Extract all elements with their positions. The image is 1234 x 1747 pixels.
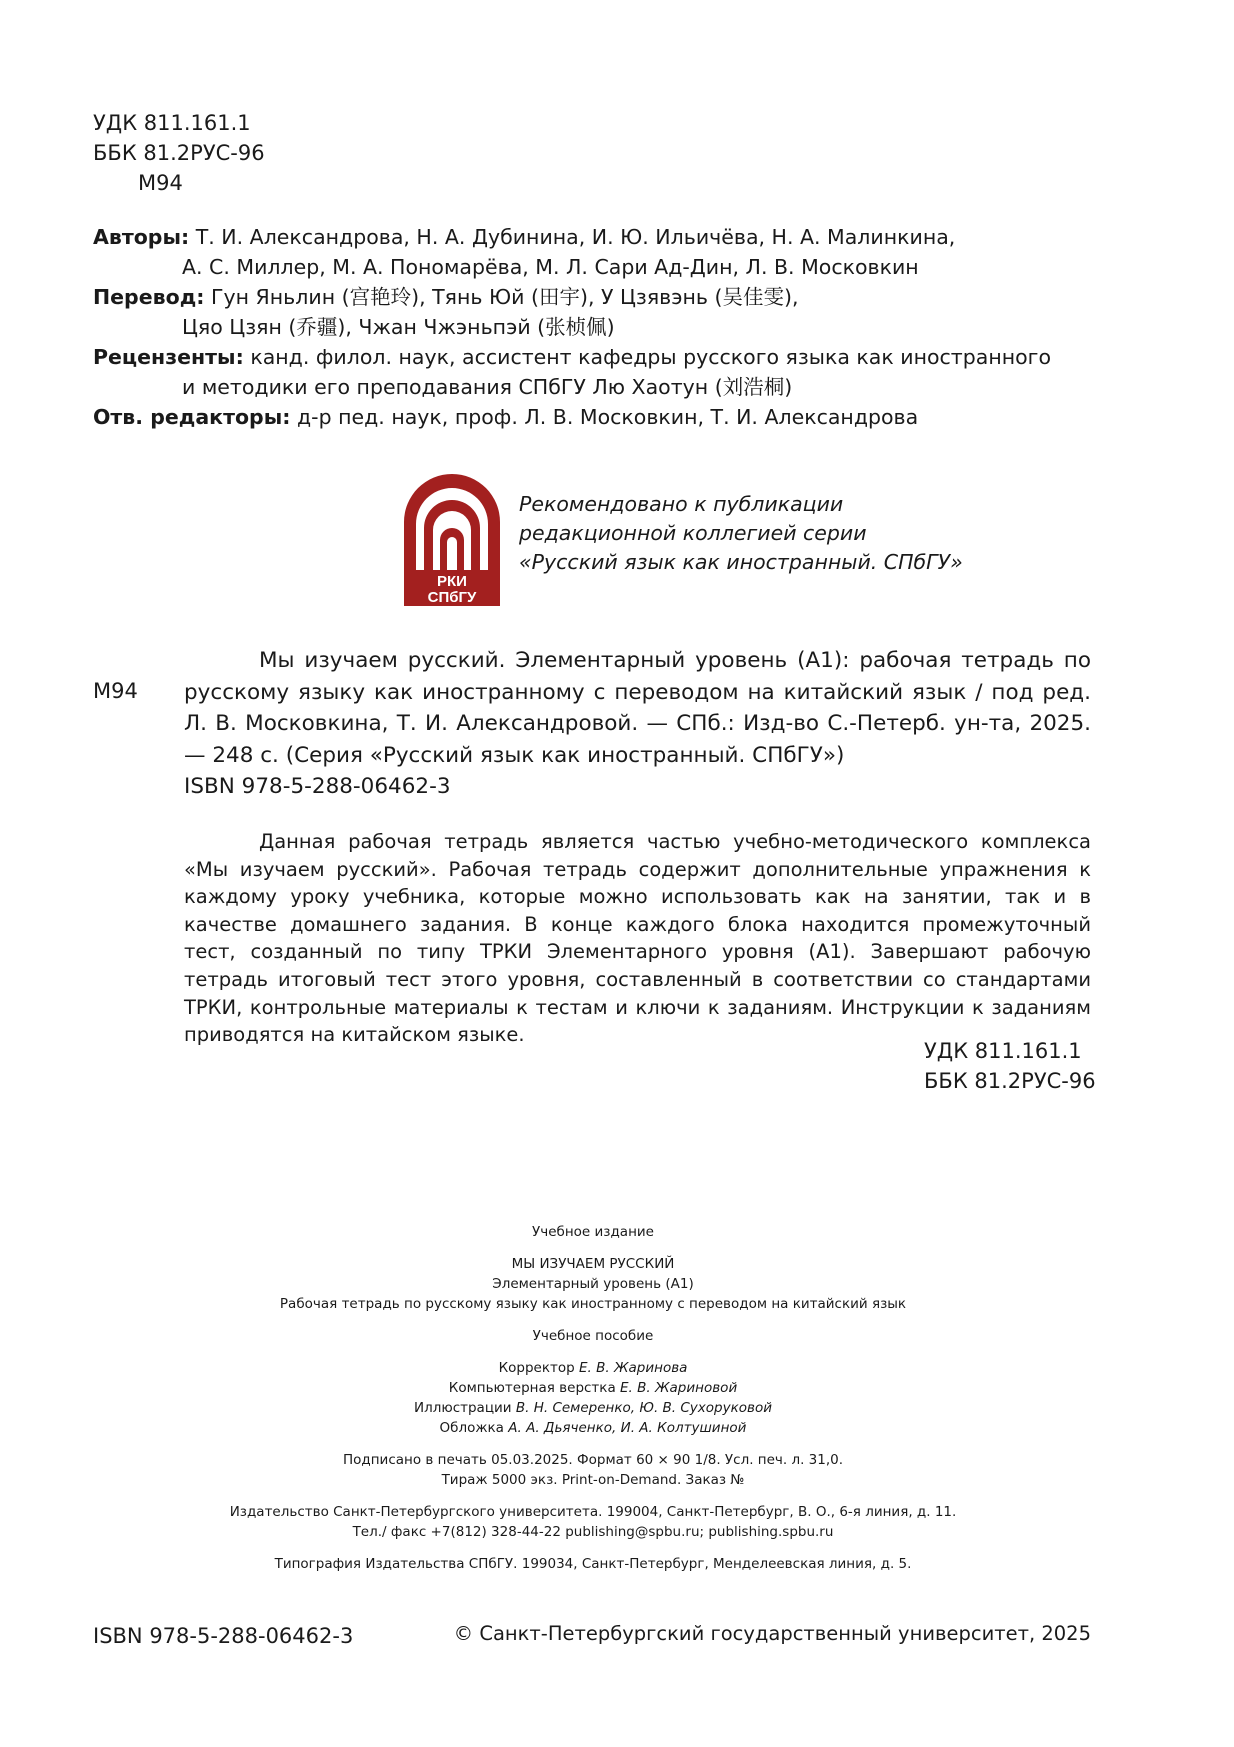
corrector-label: Корректор	[498, 1360, 575, 1376]
recommendation-line-3: «Русский язык как иностранный. СПбГУ»	[519, 550, 963, 574]
recommendation-line-2: редакционной коллегией серии	[519, 521, 867, 545]
typography-line: Типография Издательства СПбГУ. 199034, Санкт-Петербург, Менделеевская линия, д. 5.	[274, 1556, 912, 1572]
logo-text-spbgu: СПбГУ	[427, 589, 477, 606]
authors-row	[93, 222, 1051, 252]
edition-type: Учебное издание	[532, 1224, 654, 1240]
translation-label: Перевод:	[93, 285, 205, 309]
bibliographic-mark: М94	[93, 679, 138, 703]
recommendation-line-1: Рекомендовано к публикации	[519, 492, 844, 516]
author-mark: М94	[138, 171, 183, 195]
rki-spbgu-logo	[404, 474, 500, 606]
layout-name: Е. В. Жариновой	[620, 1380, 738, 1396]
footer-copyright: © Санкт-Петербургский государственный университет, 2025	[453, 1622, 1091, 1645]
editors-line-1: д-р пед. наук, проф. Л. В. Московкин, Т. И. Александрова	[297, 405, 919, 429]
illustrations-name: В. Н. Семеренко, Ю. В. Сухоруковой	[515, 1400, 772, 1416]
translation-row	[93, 282, 1051, 312]
authors-label: Авторы:	[93, 225, 190, 249]
book-type: Учебное пособие	[532, 1328, 654, 1344]
editors-row	[93, 402, 1051, 432]
imprint-subtitle: Рабочая тетрадь по русскому языку как иностранному с переводом на китайский язык	[279, 1296, 907, 1312]
reviewers-line-2: и методики его преподавания СПбГУ Лю Хаотун (刘浩桐)	[182, 375, 793, 399]
classification-codes-bottom	[924, 1036, 1096, 1096]
credits-block	[93, 222, 1051, 432]
imprint-level: Элементарный уровень (А1)	[492, 1276, 694, 1292]
translation-line-1: Гун Яньлин (宫艳玲), Тянь Юй (田宇), У Цзявэнь (吴佳雯),	[210, 285, 799, 309]
bibliographic-record	[184, 645, 1091, 803]
corrector-name: Е. В. Жаринова	[579, 1360, 688, 1376]
publisher-line-1: Издательство Санкт-Петербургского университета. 199004, Санкт-Петербург, В. О., 6-я линия, д. 11.	[229, 1504, 957, 1520]
reviewers-row	[93, 342, 1051, 372]
imprint-title: МЫ ИЗУЧАЕМ РУССКИЙ	[511, 1256, 675, 1272]
translation-line-2: Цяо Цзян (乔疆), Чжан Чжэньпэй (张桢佩)	[182, 315, 615, 339]
print-line-1: Подписано в печать 05.03.2025. Формат 60 × 90 1/8. Усл. печ. л. 31,0.	[342, 1452, 844, 1468]
recommendation-note	[519, 490, 963, 577]
footer-isbn: ISBN 978-5-288-06462-3	[93, 1624, 354, 1648]
reviewers-line-1: канд. филол. наук, ассистент кафедры русского языка как иностранного	[250, 345, 1051, 369]
bibliographic-isbn: ISBN 978-5-288-06462-3	[184, 774, 451, 799]
imprint-block	[0, 1222, 1186, 1574]
reviewers-label: Рецензенты:	[93, 345, 244, 369]
bbk-code-bottom: ББК 81.2РУС-96	[924, 1069, 1096, 1093]
authors-line-2: А. С. Миллер, М. А. Пономарёва, М. Л. Сари Ад-Дин, Л. В. Московкин	[182, 255, 919, 279]
logo-text-rki: РКИ	[437, 573, 467, 590]
udk-code: УДК 811.161.1	[93, 111, 251, 135]
cover-line	[0, 1418, 1186, 1438]
illustrations-line	[0, 1398, 1186, 1418]
print-line-2: Тираж 5000 экз. Print-on-Demand. Заказ №	[441, 1472, 745, 1488]
abstract-text: Данная рабочая тетрадь является частью учебно-методического комплекса «Мы изучаем русский». Рабочая тетрадь содержит дополнительные упражнения к каждому уроку учебника, которые можно использовать как на занятии, так и в качестве домашнего задания. В конце каждого блока находится промежуточный тест, созданный по типу ТРКИ Элементарного уровня (А1). Завершают рабочую тетрадь итоговый тест этого уровня, составленный в соответствии со стандартами ТРКИ, контрольные материалы к тестам и ключи к заданиям. Инструкции к заданиям приводятся на китайском языке.	[184, 830, 1091, 1047]
corrector-line	[0, 1358, 1186, 1378]
editors-label: Отв. редакторы:	[93, 405, 291, 429]
cover-label: Обложка	[439, 1420, 504, 1436]
abstract	[184, 828, 1091, 1049]
bibliographic-text: Мы изучаем русский. Элементарный уровень (А1): рабочая тетрадь по русскому языку как иностранному с переводом на китайский язык / под ред. Л. В. Московкина, Т. И. Александровой. — СПб.: Изд-во С.-Петерб. ун-та, 2025. — 248 с. (Серия «Русский язык как иностранный. СПбГУ»)	[184, 648, 1091, 768]
classification-codes	[93, 108, 265, 198]
illustrations-label: Иллюстрации	[413, 1400, 512, 1416]
cover-name: А. А. Дьяченко, И. А. Колтушиной	[508, 1420, 747, 1436]
layout-line	[0, 1378, 1186, 1398]
authors-line-1: Т. И. Александрова, Н. А. Дубинина, И. Ю. Ильичёва, Н. А. Малинкина,	[195, 225, 956, 249]
publisher-line-2: Тел./ факс +7(812) 328-44-22 publishing@spbu.ru; publishing.spbu.ru	[352, 1524, 834, 1540]
layout-label: Компьютерная верстка	[448, 1380, 616, 1396]
bbk-code: ББК 81.2РУС-96	[93, 141, 265, 165]
udk-code-bottom: УДК 811.161.1	[924, 1039, 1082, 1063]
